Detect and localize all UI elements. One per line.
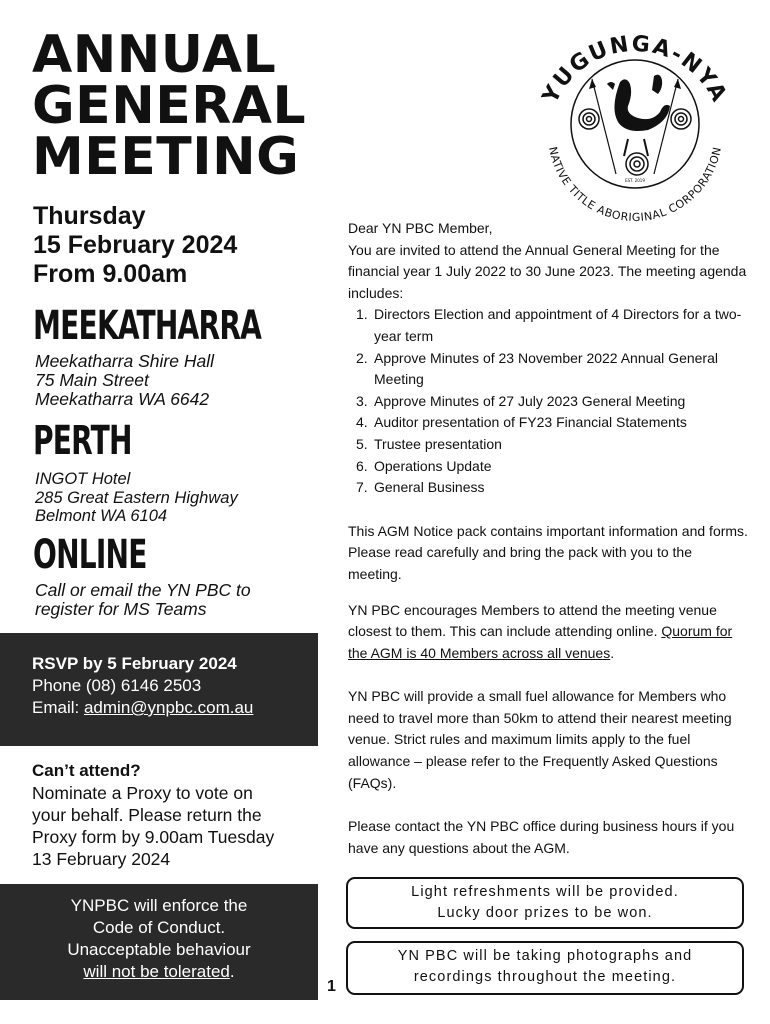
online-line: register for MS Teams: [35, 599, 207, 619]
agenda-item: [348, 348, 748, 391]
address-line: INGOT Hotel: [35, 470, 131, 488]
letter-encourage: [348, 600, 748, 665]
conduct-underlined: will not be tolerated: [83, 962, 230, 981]
agenda-text: Operations Update: [374, 457, 492, 474]
venue-address-meekatharra: [35, 352, 325, 409]
rsvp-title: RSVP by 5 February 2024: [32, 654, 237, 673]
address-line: Meekatharra WA 6642: [35, 389, 210, 409]
address-line: Belmont WA 6104: [35, 507, 168, 525]
svg-text:YUGUNGA-NYA: YUGUNGA-NYA: [538, 31, 732, 108]
cant-attend-text: Nominate a Proxy to vote on: [32, 783, 253, 803]
rsvp-email-line: [32, 698, 253, 718]
cant-attend-heading: Can’t attend?: [32, 761, 141, 780]
letter-pack-info: This AGM Notice pack contains important information and forms. Please read carefully and bring the pack with you to the meeting.: [348, 522, 748, 582]
agenda-text: General Business: [374, 479, 485, 496]
prizes-line: Lucky door prizes to be won.: [437, 905, 653, 921]
agenda-num: 5.: [356, 435, 368, 452]
agenda-text: Directors Election and appointment of 4 Directors for a two-year term: [374, 306, 742, 344]
agenda-item: [348, 456, 748, 478]
code-of-conduct-box: [0, 884, 318, 1000]
page-number: 1: [327, 978, 336, 995]
meeting-time: From 9.00am: [33, 260, 188, 288]
conduct-line: Unacceptable behaviour: [67, 940, 251, 959]
letter-contact: Please contact the YN PBC office during business hours if you have any questions about the AGM.: [348, 818, 735, 856]
agenda-item: [348, 434, 748, 456]
rsvp-box: [0, 633, 318, 746]
agenda-num: 3.: [356, 392, 368, 409]
venue-heading-meekatharra: MEEKATHARRA: [33, 303, 262, 349]
meeting-date: 15 February 2024: [33, 231, 238, 259]
agenda-item: [348, 477, 748, 499]
svg-text:NATIVE TITLE ABORIGINAL CORPOR: NATIVE TITLE ABORIGINAL CORPORATION: [546, 145, 724, 224]
address-line: 285 Great Eastern Highway: [35, 488, 238, 507]
conduct-line: Code of Conduct.: [92, 918, 226, 937]
photography-line: recordings throughout the meeting.: [413, 969, 677, 985]
agenda-list: [348, 304, 748, 498]
venue-heading-perth: PERTH: [33, 418, 132, 464]
page-title: [32, 25, 352, 187]
encourage-text: YN PBC encourages Members to attend the meeting venue closest to them. This can include attending online.: [348, 601, 717, 640]
refreshments-line: Light refreshments will be provided.: [411, 884, 679, 900]
agenda-num: 7.: [356, 479, 368, 496]
conduct-line-4: [0, 961, 318, 983]
address-line: Meekatharra Shire Hall: [35, 351, 214, 371]
photography-line: YN PBC will be taking photographs and: [397, 948, 693, 964]
agenda-num: 6.: [356, 457, 368, 474]
meeting-day: Thursday: [33, 202, 146, 230]
agenda-text: Approve Minutes of 27 July 2023 General Meeting: [374, 392, 686, 409]
svg-text:EST. 2019: EST. 2019: [625, 178, 645, 183]
title-line-2: GENERAL: [32, 76, 307, 136]
rsvp-phone: Phone (08) 6146 2503: [32, 676, 202, 695]
photography-notice: [346, 941, 744, 995]
venue-details-online: [35, 581, 305, 619]
cant-attend-text: Proxy form by 9.00am Tuesday: [32, 827, 275, 847]
agenda-text: Approve Minutes of 23 November 2022 Annual General Meeting: [374, 349, 718, 388]
cant-attend-section: [32, 760, 322, 870]
agenda-item: [348, 304, 748, 347]
letter-greeting: Dear YN PBC Member,: [348, 220, 493, 236]
meeting-datetime: [33, 202, 333, 289]
title-line-3: MEETING: [32, 127, 300, 187]
agenda-text: Trustee presentation: [374, 435, 502, 452]
online-line: Call or email the YN PBC to: [35, 580, 251, 600]
quorum-text: Quorum for the AGM is 40 Members across all venues: [348, 623, 733, 661]
conduct-line: YNPBC will enforce the: [70, 896, 248, 915]
cant-attend-text: 13 February 2024: [32, 849, 171, 869]
agenda-num: 2.: [356, 349, 368, 366]
rsvp-email-link[interactable]: admin@ynpbc.com.au: [83, 698, 254, 717]
letter-fuel-allowance: YN PBC will provide a small fuel allowance for Members who need to travel more than 50km to attend their nearest meeting venue. Strict rules and maximum limits apply to the fuel allowance – please refer to the Frequently Asked Questions (FAQs).: [348, 688, 732, 791]
quorum-period: .: [610, 644, 615, 661]
cant-attend-text: your behalf. Please return the: [32, 805, 262, 825]
member-letter: [348, 218, 748, 859]
title-line-1: ANNUAL: [32, 25, 277, 85]
agenda-num: 1.: [356, 306, 368, 323]
emu-and-snake-emblem-icon: [520, 24, 750, 224]
conduct-period: .: [229, 962, 235, 981]
agenda-num: 4.: [356, 414, 368, 431]
agenda-item: [348, 412, 748, 434]
rsvp-email-label: Email:: [32, 698, 84, 717]
venue-heading-online: ONLINE: [33, 532, 147, 578]
venue-address-perth: [35, 470, 325, 526]
refreshments-notice: [346, 877, 744, 929]
address-line: 75 Main Street: [35, 370, 149, 390]
yugunga-nya-logo: [520, 24, 750, 224]
agenda-text: Auditor presentation of FY23 Financial Statements: [374, 414, 687, 431]
letter-intro: You are invited to attend the Annual General Meeting for the financial year 1 July 2022 to 30 June 2023. The meeting agenda includes:: [348, 241, 747, 301]
agenda-item: [348, 391, 748, 413]
